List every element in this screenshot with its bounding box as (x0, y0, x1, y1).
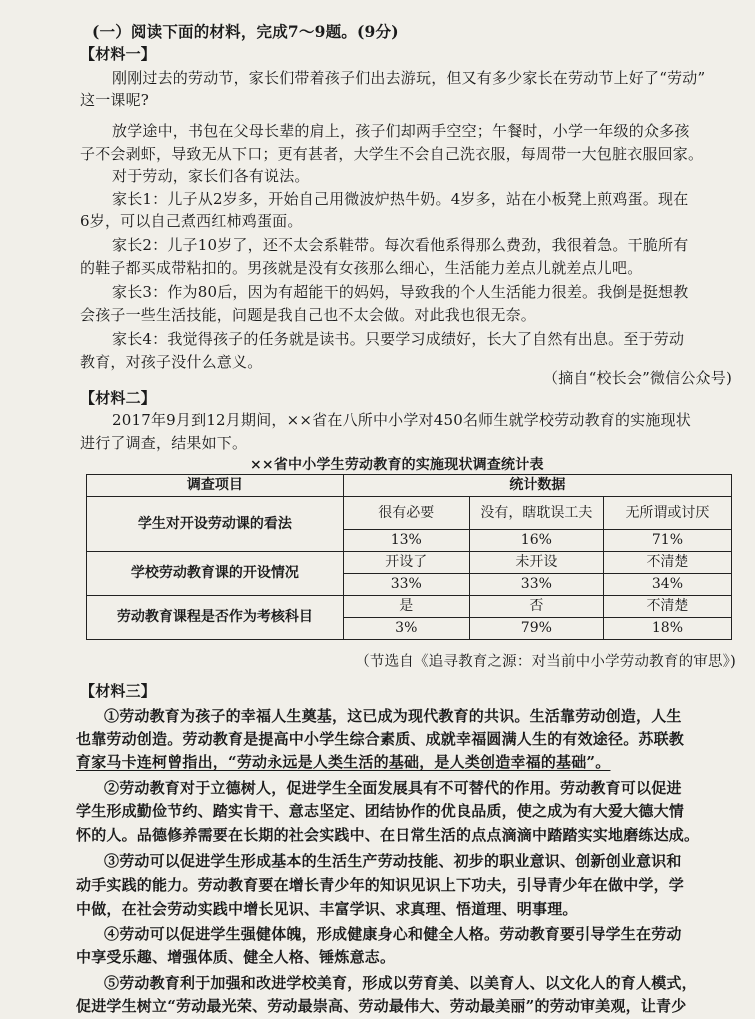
material1-title: 【材料一】 (80, 45, 157, 63)
material1-line: 的鞋子都买成带粘扣的。男孩就是没有女孩那么细心，生活能力差点儿就差点儿吧。 (80, 259, 643, 277)
material1-line: 子不会剥虾，导致无从下口；更有甚者，大学生不会自己洗衣服，每周带一大包脏衣服回家。 (80, 145, 704, 163)
material1-line: 会孩子一些生活技能，问题是我自己也不太会做。对此我也很无奈。 (80, 306, 537, 324)
section-heading: (一）阅读下面的材料，完成7～9题。(9分) (92, 22, 399, 41)
material1-line: 这一课呢? (80, 91, 150, 109)
header-stats-data: 统计数据 (343, 475, 731, 497)
material1-line: 对于劳动，家长们各有说法。 (112, 167, 310, 185)
material1-line: 刚刚过去的劳动节，家长们带着孩子们出去游玩，但又有多少家长在劳动节上好了“劳动” (112, 69, 706, 87)
material3-line: 怀的人。品德修养需要在长期的社会实践中、在日常生活的点点滴滴中踏踏实实地磨练达成。 (76, 826, 700, 844)
option-cell: 开设了 (343, 552, 469, 574)
row-item-label: 劳动教育课程是否作为考核科目 (87, 596, 344, 640)
material2-intro-line: 进行了调查，结果如下。 (80, 434, 248, 452)
material3-line: 中享受乐趣、增强体质、健全人格、锤炼意志。 (76, 948, 396, 966)
option-cell: 否 (469, 596, 603, 618)
material3-line: 育家马卡连柯曾指出，“劳动永远是人类生活的基础，是人类创造幸福的基础”。 (76, 753, 611, 771)
material1-line: 教育，对孩子没什么意义。 (80, 353, 263, 371)
value-cell: 71% (603, 530, 731, 552)
survey-stats-table (86, 474, 732, 640)
material2-source: （节选自《追寻教育之源：对当前中小学劳动教育的审思》) (355, 654, 736, 670)
option-cell: 无所谓或讨厌 (603, 497, 731, 530)
material3-line: 学生形成勤俭节约、踏实肯干、意志坚定、团结协作的优良品质，使之成为有大爱大德大情 (76, 802, 685, 820)
material3-line: ②劳动教育对于立德树人，促进学生全面发展具有不可替代的作用。劳动教育可以促进 (104, 779, 682, 797)
row-item-label: 学生对开设劳动课的看法 (87, 497, 344, 552)
table-row (87, 596, 732, 618)
option-cell: 不清楚 (603, 552, 731, 574)
material3-line: ①劳动教育为孩子的幸福人生奠基，这已成为现代教育的共识。生活靠劳动创造，人生 (104, 707, 682, 725)
value-cell: 18% (603, 618, 731, 640)
value-cell: 3% (343, 618, 469, 640)
material3-title: 【材料三】 (80, 682, 157, 700)
material1-line: 家长2：儿子10岁了，还不太会系鞋带。每次看他系得那么费劲，我很着急。干脆所有 (112, 236, 689, 254)
material3-line: ③劳动可以促进学生形成基本的生活生产劳动技能、初步的职业意识、创新创业意识和 (104, 852, 682, 870)
material1-line: 6岁，可以自己煮西红柿鸡蛋面。 (80, 212, 303, 230)
material1-line: 家长1：儿子从2岁多，开始自己用微波炉热牛奶。4岁多，站在小板凳上煎鸡蛋。现在 (112, 190, 689, 208)
material1-line: 家长3：作为80后，因为有超能干的妈妈，导致我的个人生活能力很差。我倒是挺想教 (112, 283, 689, 301)
material1-line: 家长4：我觉得孩子的任务就是读书。只要学习成绩好，长大了自然有出息。至于劳动 (112, 330, 685, 348)
table-row (87, 552, 732, 574)
material3-line: 促进学生树立“劳动最光荣、劳动最崇高、劳动最伟大、劳动最美丽”的劳动审美观，让青少 (76, 997, 687, 1015)
value-cell: 13% (343, 530, 469, 552)
material2-intro-line: 2017年9月到12月期间，××省在八所中小学对450名师生就学校劳动教育的实施现状 (112, 411, 691, 429)
option-cell: 没有，瞎耽误工夫 (469, 497, 603, 530)
material1-line: 放学途中，书包在父母长辈的肩上，孩子们却两手空空；午餐时，小学一年级的众多孩 (112, 122, 690, 140)
option-cell: 很有必要 (343, 497, 469, 530)
value-cell: 33% (343, 574, 469, 596)
material3-line: ⑤劳动教育利于加强和改进学校美育，形成以劳育美、以美育人、以文化人的育人模式， (104, 974, 697, 992)
material3-line: ④劳动可以促进学生强健体魄，形成健康身心和健全人格。劳动教育要引导学生在劳动 (104, 925, 682, 943)
material3-line: 中做，在社会劳动实践中增长见识、丰富学识、求真理、悟道理、明事理。 (76, 900, 578, 918)
option-cell: 不清楚 (603, 596, 731, 618)
value-cell: 34% (603, 574, 731, 596)
option-cell: 是 (343, 596, 469, 618)
row-item-label: 学校劳动教育课的开设情况 (87, 552, 344, 596)
value-cell: 33% (469, 574, 603, 596)
option-cell: 未开设 (469, 552, 603, 574)
value-cell: 79% (469, 618, 603, 640)
material3-line: 也靠劳动创造。劳动教育是提高中小学生综合素质、成就幸福圆满人生的有效途径。苏联教 (76, 730, 685, 748)
table-header-row (87, 475, 732, 497)
material1-source: （摘自“校长会”微信公众号) (543, 369, 732, 387)
header-survey-item: 调查项目 (87, 475, 344, 497)
table-row (87, 497, 732, 530)
value-cell: 16% (469, 530, 603, 552)
table-title: ××省中小学生劳动教育的实施现状调查统计表 (250, 457, 544, 473)
material3-line: 动手实践的能力。劳动教育要在增长青少年的知识见识上下功夫，引导青少年在做中学，学 (76, 876, 685, 894)
material2-title: 【材料二】 (80, 389, 157, 407)
